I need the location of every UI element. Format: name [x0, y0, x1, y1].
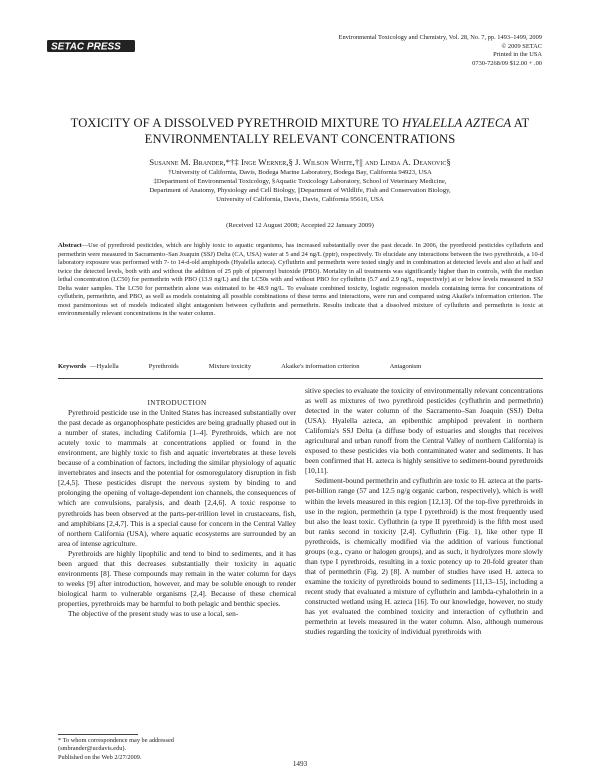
body-paragraph: The objective of the present study was to use a local, sen- — [68, 608, 239, 618]
footnote-line: (smbrander@ucdavis.edu). — [58, 745, 127, 753]
title-species: HYALELLA AZTECA — [402, 116, 512, 130]
page-number: 1493 — [292, 760, 308, 768]
keywords-label: Keywords — [58, 363, 87, 370]
journal-citation: Environmental Toxicology and Chemistry, Vol. 28, No. 7, pp. 1493–1499, 2009 — [338, 34, 542, 41]
keyword: —Hyalella — [90, 363, 119, 370]
received-dates: (Received 12 August 2008; Accepted 22 January 2009) — [226, 222, 374, 229]
divider — [58, 378, 543, 379]
abstract-label: Abstract — [58, 242, 82, 249]
paper-title — [40, 115, 560, 147]
keyword: Akaike's information criterion — [281, 363, 360, 370]
footnote-divider — [58, 734, 138, 735]
abstract-text: —Use of pyrethroid pesticides, which are highly toxic to aquatic organisms, has increased substantially over the past decade. In 2006, the pyrethroid pesticides cyfluthrin and permethrin were measured in Sacramento–San Joaquin (SSJ) Delta (CA, USA) water at 5 and 24 ng/L (pptr), respectively. To elucidate any interactions between the two pyrethroids, a 10-d laboratory exposure was performed with 7- to 14-d-old amphipods (Hyalella azteca). Cyfluthrin and permethrin were tested singly and in combination at detected levels and also at half and twice the detected levels, both with and without the addition of 25 ppb of piperonyl butoxide (PBO). Mortality in all treatments was significantly higher than in controls, with the median lethal concentration (LC50) for permethrin with PBO (13.9 ng/L) and the LC50s with and without PBO for cyfluthrin (5.7 and 2.9 ng/L, respectively) at or below levels measured in SSJ Delta water samples. The LC50 for permethrin alone was estimated to be 48.9 ng/L. To evaluate combined toxicity, logistic regression models containing terms for concentrations of cyfluthrin, permethrin, and PBO, as well as models containing all possible combinations of these terms and interactions, were run and compared using Akaike's information criterion. The most parsimonious set of models indicated slight antagonism between cyfluthrin and permethrin. Results indicate that a dissolved mixture of cyfluthrin and permethrin is toxic at environmentally relevant concentrations in the water column. — [58, 242, 543, 318]
body-paragraph: Sediment-bound permethrin and cyfluthrin are toxic to H. azteca at the parts-per-billion range (57 and 12.5 ng/g organic carbon, respectively), which is well within the levels measured in this region [12,13]. Of the top-five pyrethroids in use in the region, permethrin (a type I pyrethroid) is the most frequently used but also the least toxic. Cyfluthrin (a type II pyrethroid) is the fifth most used but ranks second in toxicity [2,4]. Cyfluthrin (Fig. 1), like other type II pyrethroids, is chemically modified via the addition of various functional groups (e.g., cyano or halogen groups), and as such, it hydrolyzes more slowly than type I pyrethroids, resulting in a toxic potency up to 20-fold greater than that of permethrin (Fig. 2) [8]. A number of studies have used H. azteca to examine the toxicity of pyrethroids bound to sediments [11,13–15], including a recent study that evaluated a mixture of cyfluthrin and lambda-cyhalothrin in a constructed wetland using H. azteca [16]. To our knowledge, however, no study has yet evaluated the combined toxicity and interaction of cyfluthrin and permethrin at levels measured in the water column. Also, although numerous studies regarding the toxicity of individual pyrethroids with — [305, 476, 543, 637]
right-column — [305, 386, 543, 637]
issn-line: 0730-7268/09 $12.00 + .00 — [472, 59, 542, 67]
keyword: Antagonism — [389, 363, 422, 370]
footnote-line: Published on the Web 2/27/2009. — [58, 753, 142, 761]
affiliation-line: Department of Anatomy, Physiology and Cell Biology, ||Department of Wildlife, Fish and Conservation Biology, — [149, 186, 451, 194]
affiliation-line: †University of California, Davis, Bodega Marine Laboratory, Bodega Bay, California 94923, USA — [168, 169, 432, 176]
section-heading-introduction: INTRODUCTION — [147, 399, 207, 407]
left-column — [58, 398, 296, 619]
body-paragraph: Pyrethroid pesticide use in the United States has increased substantially over the past decade as organophosphate pesticides are being gradually phased out in a number of states, including California [1–4]. Pyrethroids, which are not acutely toxic to mammals at concentrations applied or found in the environment, are highly toxic to fish and aquatic invertebrates at these levels because of a combination of factors, including the similar physiology of aquatic invertebrates and insects and the potential for osmoregulatory disruption in fish [2,4,5]. These pesticides disrupt the nervous system by binding to and prolonging the opening of voltage-dependent ion channels, the consequences of which are convulsions, paralysis, and death [2,4,6]. A toxic response to pyrethroids has been observed at the parts-per-trillion level in crustaceans, fish, and amphibians [2,4,7]. This is a special cause for concern in the Central Valley of northern California (USA), where aquatic ecosystems are surrounded by an area of intense agriculture. — [58, 408, 296, 548]
title-rest: AT — [513, 116, 530, 130]
footnote-line: * To whom correspondence may be addressed — [58, 737, 174, 744]
setac-press-logo — [47, 37, 137, 55]
author-list: Susanne M. Brander,*†‡ Inge Werner,§ J. Wilson White,†|| and Linda A. Deanovic§ — [149, 157, 451, 167]
body-paragraph: Pyrethroids are highly lipophilic and tend to bind to sediments, and it has been argued that this decreases substantially their toxicity in aquatic environments [8]. These compounds may remain in the water column for days to weeks [9] after introduction, however, and may be soluble enough to render biological harm to vulnerable organisms [2,4]. Because of these chemical properties, pyrethroids may be harmful to both pelagic and benthic species. — [58, 548, 296, 608]
keywords — [58, 363, 543, 370]
copyright-line: © 2009 SETAC — [501, 42, 542, 50]
abstract — [58, 242, 543, 319]
affiliation-line: ‡Department of Environmental Toxicology, §Aquatic Toxicology Laboratory, School of Veterinary Medicine, — [153, 177, 447, 185]
title-line-2: ENVIRONMENTALLY RELEVANT CONCENTRATIONS — [144, 132, 456, 146]
printed-line: Printed in the USA — [493, 51, 542, 59]
footnotes — [58, 737, 296, 762]
body-paragraph: sitive species to evaluate the toxicity of environmentally relevant concentrations as well as mixtures of two pyrethroid pesticides (cyfluthrin and permethrin) detected in the water column of the Sacramento–San Joaquin (SSJ) Delta (USA). Hyalella azteca, an epibenthic amphipod prevalent in northern California's SSJ Delta (a diffuse body of estuaries and sloughs that receives agricultural and urban runoff from the Central Valley of northern California) is exposed to these pesticides via both contaminated water and sediments. It has been confirmed that H. azteca is highly sensitive to sediment-bound pyrethroids [10,11]. — [305, 386, 543, 476]
journal-header — [339, 34, 542, 68]
affiliation-line: University of California, Davis, Davis, California 95616, USA — [216, 195, 384, 203]
keyword: Mixture toxicity — [208, 363, 252, 370]
svg-text:SETAC PRESS: SETAC PRESS — [51, 41, 121, 53]
keyword: Pyrethroids — [148, 363, 179, 370]
affiliations — [60, 169, 540, 205]
title-main: TOXICITY OF A DISSOLVED PYRETHROID MIXTURE TO — [70, 116, 399, 130]
